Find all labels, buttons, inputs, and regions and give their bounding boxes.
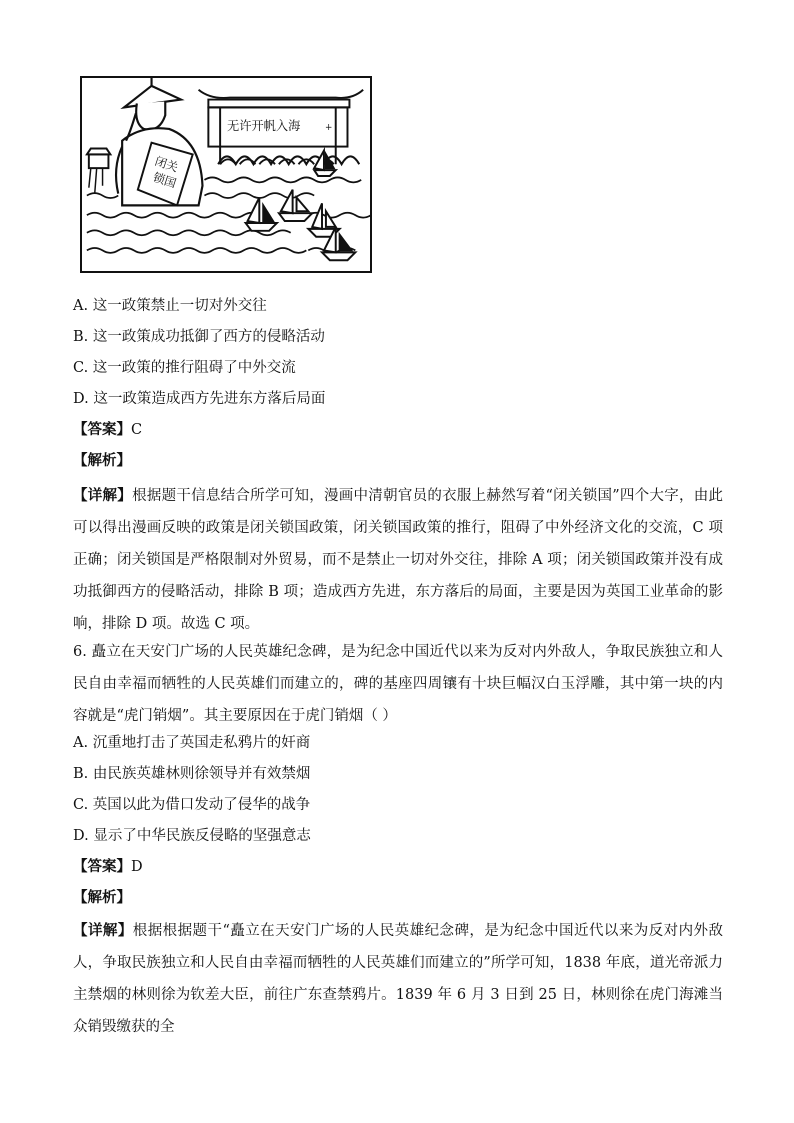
q6-option-a: A. 沉重地打击了英国走私鸦片的奸商 [73, 735, 311, 751]
board-text-line-1: 闭关 [153, 154, 180, 175]
q5-option-c: C. 这一政策的推行阻碍了中外交流 [73, 360, 296, 376]
q5-option-d: D. 这一政策造成西方先进东方落后局面 [73, 391, 326, 407]
q6-answer-value: D [131, 859, 143, 875]
q5-answer-value: C [131, 422, 143, 438]
q5-option-a: A. 这一政策禁止一切对外交往 [73, 298, 267, 314]
sailing-ships [246, 150, 356, 260]
q6-stem: 6. 矗立在天安门广场的人民英雄纪念碑，是为纪念中国近代以来为反对内外敌人，争取民族独立和人民自由幸福而牺牲的人民英雄们而建立的，碑的基座四周镶有十块巨幅汉白玉浮雕，其中第一块的内容就是“虎门销烟”。其主要原因在于虎门销烟（ ） [73, 644, 723, 724]
q6-detail-label: 【详解】 [73, 922, 133, 939]
q5-detail-label: 【详解】 [73, 487, 133, 504]
q5-detail-text: 根据题干信息结合所学可知，漫画中清朝官员的衣服上赫然写着“闭关锁国”四个大字，由此可以得出漫画反映的政策是闭关锁国政策，闭关锁国政策的推行，阻碍了中外经济文化的交流，C 项正确；闭关锁国是严格限制对外贸易，而不是禁止一切对外交往，排除 A 项；闭关锁国政策并没有成功抵御西方的侵略活动，排除 B 项；造成西方先进，东方落后的局面，主要是因为英国工业革命的影响，排除 D 项。故选 C 项。 [73, 488, 723, 632]
q5-option-b: B. 这一政策成功抵御了西方的侵略活动 [73, 329, 325, 345]
q6-option-d: D. 显示了中华民族反侵略的坚强意志 [73, 828, 311, 844]
q6-detail-text: 根据根据题干“矗立在天安门广场的人民英雄纪念碑，是为纪念中国近代以来为反对内外敌人，争取民族独立和人民自由幸福而牺牲的人民英雄们而建立的”所学可知，1838 年底，道光帝派力主禁烟的林则徐为钦差大臣，前往广东查禁鸦片。1839 年 6 月 3 日到 25 日，林则徐在虎门海滩当众销毁缴获的全 [73, 923, 723, 1035]
board-text-line-2: 锁国 [151, 170, 178, 191]
q5-detail [73, 480, 723, 640]
q6-answer-label: 【答案】 [73, 858, 131, 875]
q6-answer [73, 856, 143, 878]
q6-detail [73, 915, 723, 1043]
q5-analysis-label: 【解析】 [73, 452, 131, 469]
q5-answer-label: 【答案】 [73, 421, 131, 438]
q5-answer [73, 419, 142, 441]
coast-hut [87, 149, 111, 194]
q6-analysis-label: 【解析】 [73, 889, 131, 906]
q6-option-c: C. 英国以此为借口发动了侵华的战争 [73, 797, 311, 813]
q6-option-b: B. 由民族英雄林则徐领导并有效禁烟 [73, 766, 311, 782]
wall-arches [218, 156, 359, 164]
gate-sign: 无许开帆入海 [226, 118, 301, 133]
star-mark: + [324, 122, 333, 133]
closed-door-policy-cartoon [80, 76, 372, 273]
